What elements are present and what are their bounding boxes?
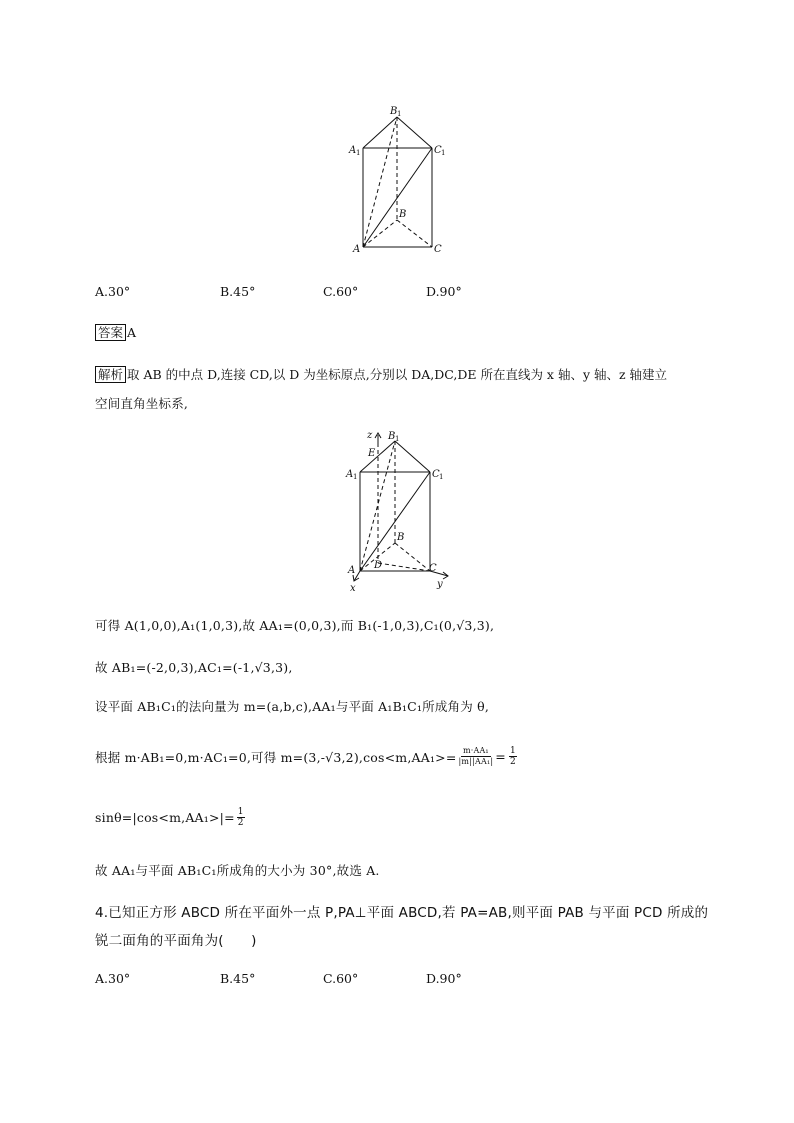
step-4-equals: = (495, 749, 506, 764)
step-5-fraction (237, 807, 245, 828)
step-3: 设平面 AB₁C₁的法向量为 m=(a,b,c),AA₁与平面 A₁B₁C₁所成角为 θ, (95, 699, 490, 714)
label-C1-fig2-sub: 1 (439, 473, 444, 481)
label-C1-fig2: C (432, 469, 440, 480)
step-5-text: sinθ=|cos<m,AA₁>|= (95, 810, 235, 825)
option-d-q4: D.90° (426, 971, 462, 986)
fraction-numerator: m·AA₁ (462, 746, 489, 755)
answer-tag: 答案 (95, 324, 126, 341)
label-z-axis: z (367, 430, 373, 441)
step-5-denominator: 2 (237, 818, 244, 828)
question-4-line-2: 锐二面角的平面角为( ) (95, 933, 257, 949)
step-5 (95, 807, 245, 828)
answer-line (95, 324, 136, 341)
label-A: A (353, 244, 361, 255)
half-denominator: 2 (509, 757, 516, 767)
answer-value: A (127, 325, 137, 340)
label-D: D (374, 560, 383, 571)
analysis-tag: 解析 (95, 366, 126, 383)
step-4 (95, 746, 517, 767)
option-c-q4: C.60° (323, 971, 359, 986)
prism-figure-1 (340, 102, 460, 262)
label-B-fig2: B (397, 532, 405, 543)
label-A1-sub: 1 (356, 149, 361, 157)
label-y-axis: y (437, 579, 443, 590)
step-4-half (509, 746, 517, 767)
label-B1: B (390, 106, 398, 117)
option-a-q4: A.30° (95, 971, 131, 986)
option-b-q3: B.45° (220, 284, 256, 299)
label-B1-fig2: B (388, 431, 396, 442)
label-C1-sub: 1 (441, 149, 446, 157)
half-numerator: 1 (509, 746, 516, 756)
label-B1-fig2-sub: 1 (395, 435, 400, 443)
step-4-text: 根据 m·AB₁=0,m·AC₁=0,可得 m=(3,-√3,2),cos<m,AA₁>= (95, 749, 457, 765)
analysis-text-1: 取 AB 的中点 D,连接 CD,以 D 为坐标原点,分别以 DA,DC,DE 所在直线为 x 轴、y 轴、z 轴建立 (127, 367, 668, 382)
option-c-q3: C.60° (323, 284, 359, 299)
label-B: B (399, 209, 407, 220)
step-2: 故 AB₁=(-2,0,3),AC₁=(-1,√3,3), (95, 660, 293, 675)
step-6: 故 AA₁与平面 AB₁C₁所成角的大小为 30°,故选 A. (95, 863, 380, 878)
label-C-fig2: C (429, 563, 437, 574)
option-b-q4: B.45° (220, 971, 256, 986)
label-A-fig2: A (348, 565, 356, 576)
label-C: C (434, 244, 442, 255)
option-a-q3: A.30° (95, 284, 131, 299)
analysis-line-1 (95, 365, 667, 383)
fraction-denominator: |m||AA₁| (458, 757, 494, 766)
step-1: 可得 A(1,0,0),A₁(1,0,3),故 AA₁=(0,0,3),而 B₁(-1,0,3),C₁(0,√3,3), (95, 618, 495, 633)
label-E: E (368, 448, 376, 459)
label-A1: A (349, 145, 357, 156)
step-5-numerator: 1 (237, 807, 244, 817)
analysis-text-2: 空间直角坐标系, (95, 396, 189, 411)
label-A1-fig2-sub: 1 (353, 473, 358, 481)
question-4-line-1: 4.已知正方形 ABCD 所在平面外一点 P,PA⊥平面 ABCD,若 PA=AB,则平面 PAB 与平面 PCD 所成的 (95, 905, 709, 921)
option-d-q3: D.90° (426, 284, 462, 299)
label-C1: C (434, 145, 442, 156)
label-A1-fig2: A (346, 469, 354, 480)
step-4-fraction (459, 746, 494, 767)
label-x-axis: x (350, 583, 356, 594)
label-B1-sub: 1 (397, 110, 402, 118)
prism-figure-2 (338, 425, 463, 595)
